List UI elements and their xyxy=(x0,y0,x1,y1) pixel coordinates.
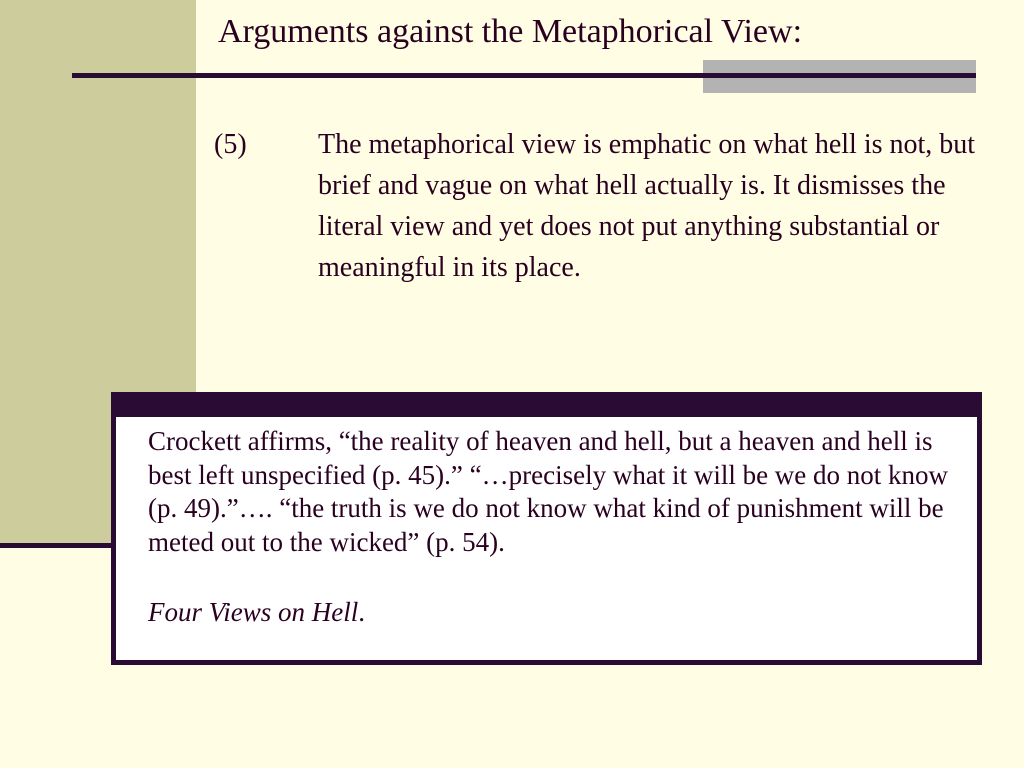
quote-source xyxy=(148,595,365,629)
point-text: The metaphorical view is emphatic on what hell is not, but brief and vague on what hell actually is. It dismisses the literal view and yet does not put anything substantial or meaningful in its place. xyxy=(318,129,976,283)
accent-bar-divider xyxy=(703,73,976,78)
quote-source-title: Four Views on Hell xyxy=(148,597,359,627)
argument-point xyxy=(214,124,984,288)
quote-text: Crockett affirms, “the reality of heaven and hell, but a heaven and hell is best left unspecified (p. 45).” “…precisely what it will be we do not know (p. 49).”…. “the truth is we do not know what kind of punishment will be meted out to the wicked” (p. 54). xyxy=(148,426,949,557)
point-number: (5) xyxy=(214,129,247,160)
slide-title: Arguments against the Metaphorical View: xyxy=(218,13,803,50)
quote-source-trail: . xyxy=(358,597,365,627)
quote-box xyxy=(111,392,982,665)
side-divider xyxy=(0,543,112,548)
